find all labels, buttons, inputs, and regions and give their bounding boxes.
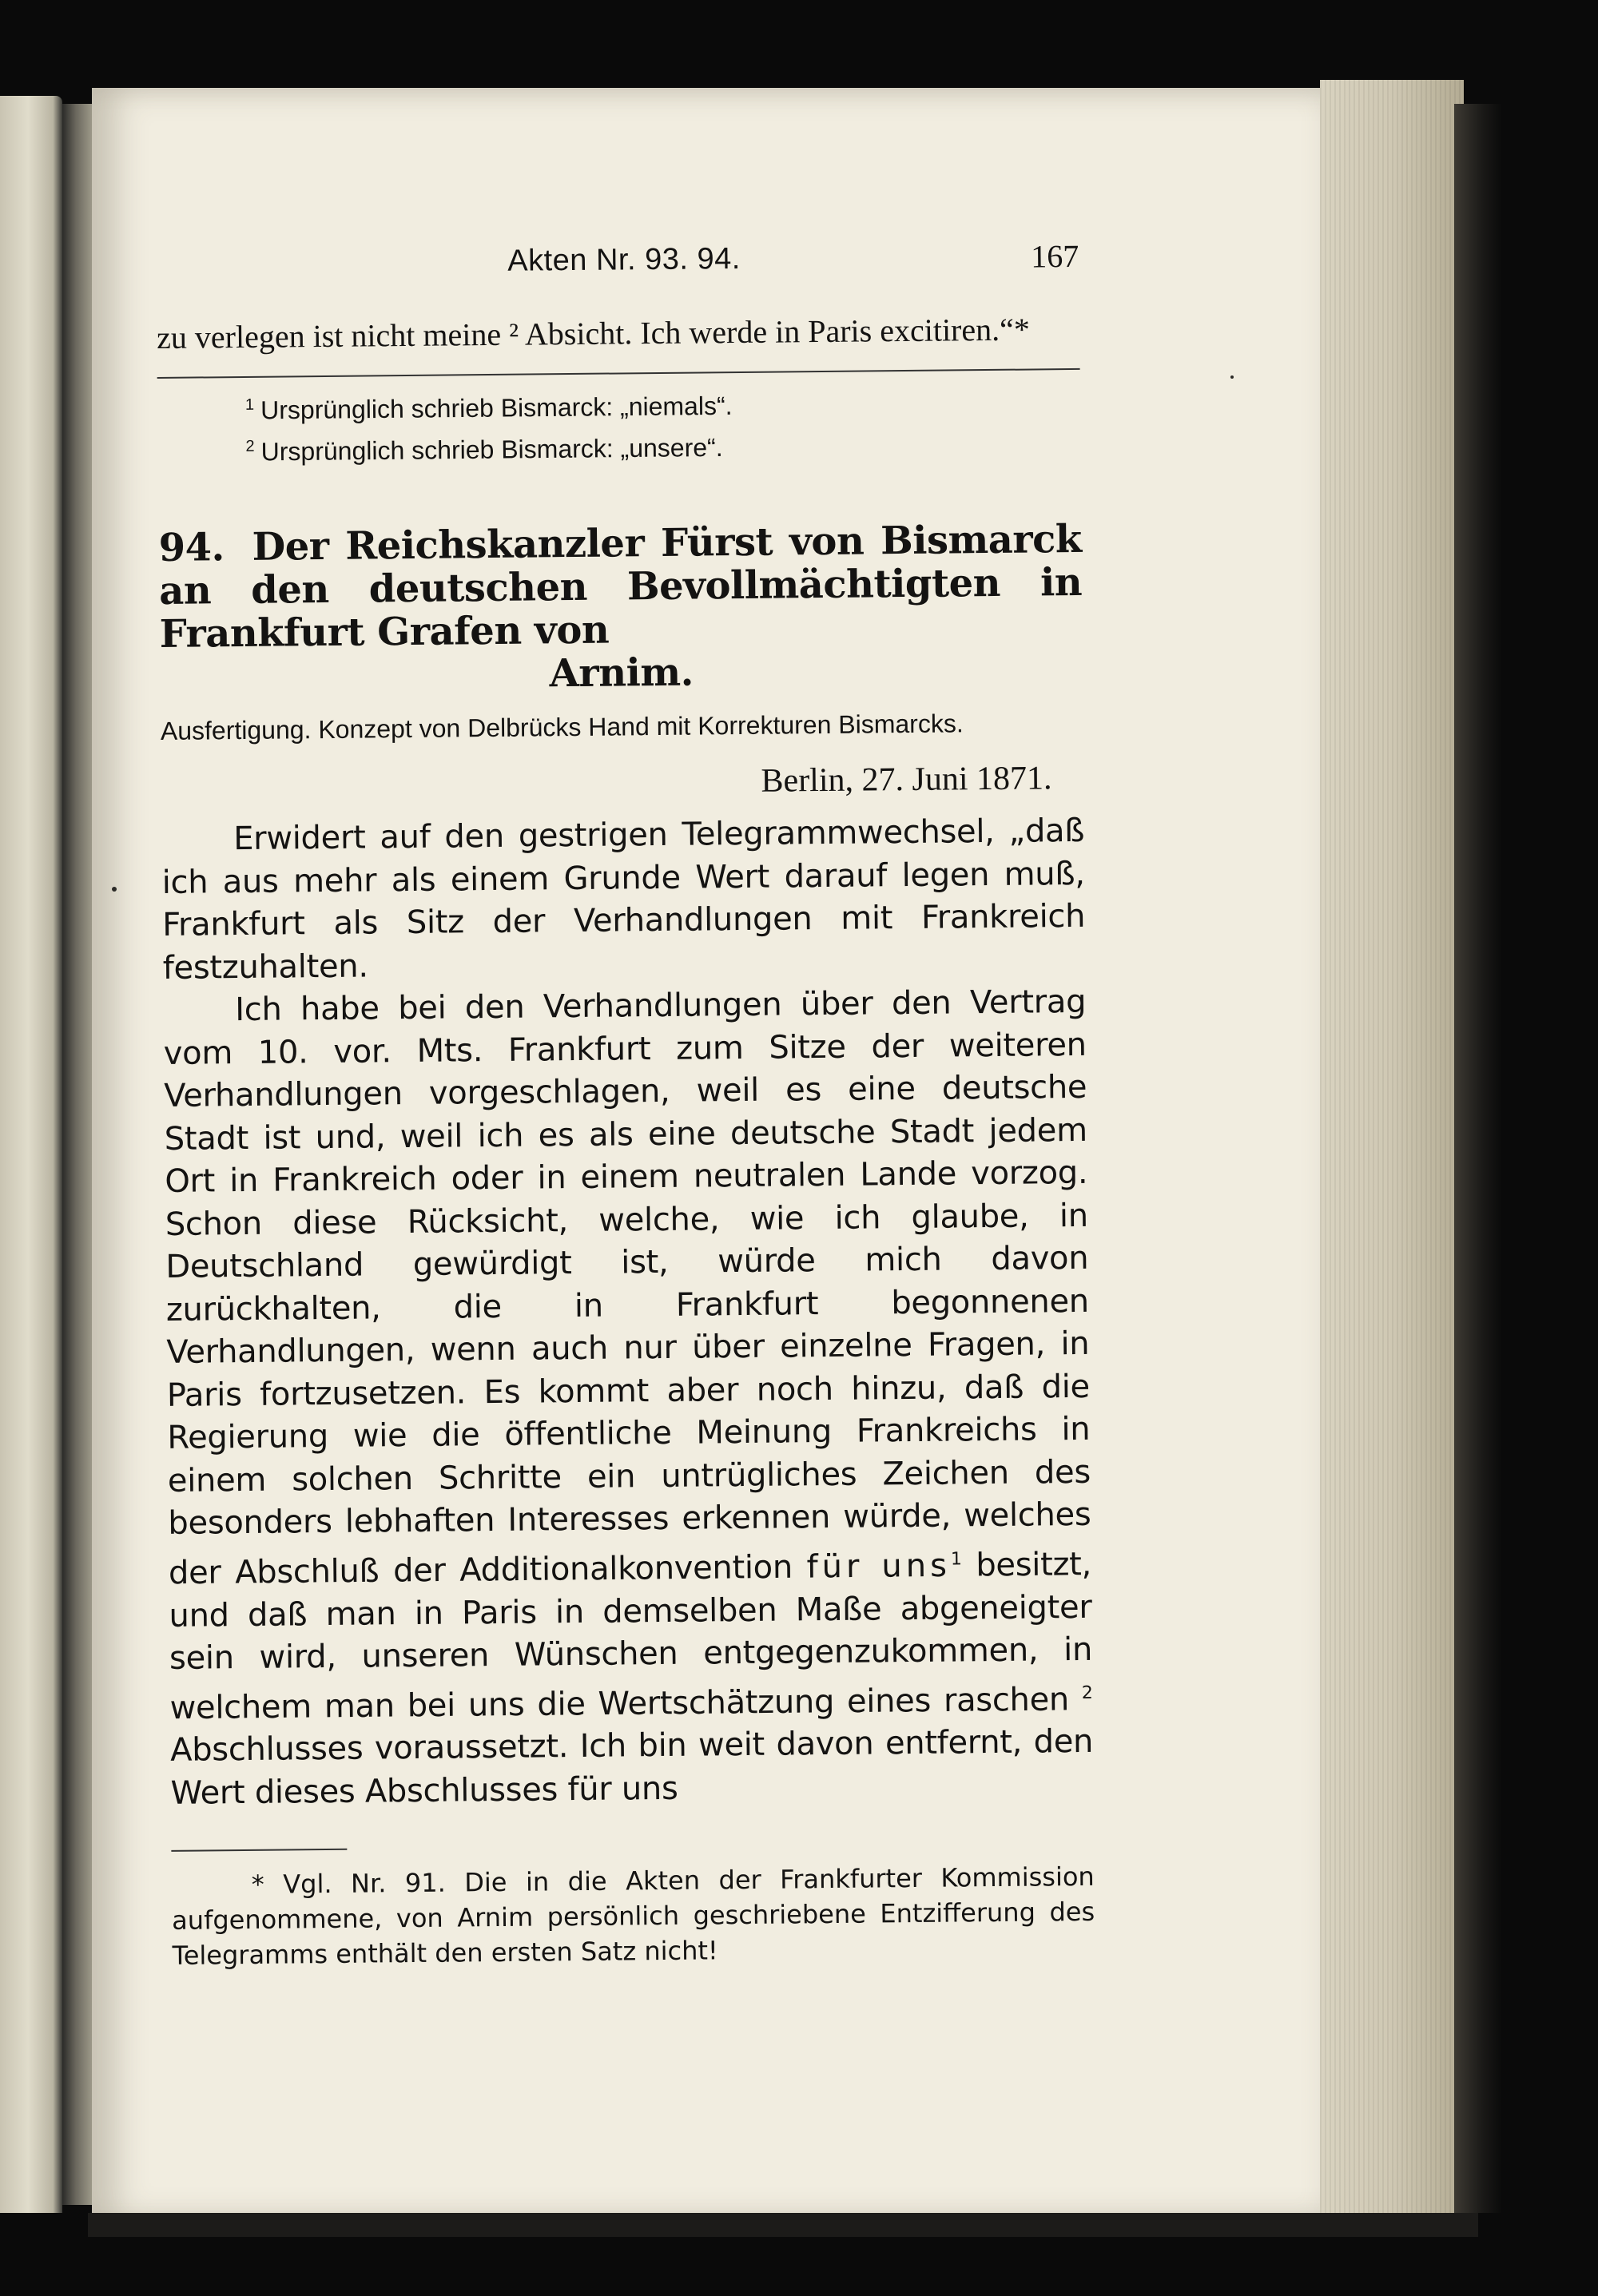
emphasized-text: für uns — [806, 1547, 952, 1586]
document-heading-text: Der Reichskanzler Fürst von Bismarck an den deutschen Bevollmächtigten in Frankfurt Grafen von — [158, 517, 1083, 657]
footnote-text: Ursprünglich schrieb Bismarck: „unsere“. — [260, 432, 723, 467]
letter-paragraph: Erwidert auf den gestrigen Telegrammwechsel, „daß ich aus mehr als einem Grunde Wert darauf legen muß, Frankfurt als Sitz der Verhandlungen mit Frankreich festzuhalten. — [161, 812, 1086, 987]
footnote-rule — [171, 1849, 347, 1852]
book-cover-edge — [1454, 104, 1502, 2213]
continued-paragraph: zu verlegen ist nicht meine ² Absicht. Ich werde in Paris excitiren.“* — [156, 311, 1031, 356]
book-gutter — [62, 104, 96, 2205]
running-head-title: Akten Nr. 93. 94. — [507, 241, 741, 278]
footnote-marker: 1 — [244, 395, 255, 414]
page-content — [156, 231, 1095, 1973]
document-heading — [158, 518, 1083, 699]
paper-speck — [112, 887, 117, 892]
top-footnotes — [157, 368, 1081, 471]
paragraph-text: Ich habe bei den Verhandlungen über den Vertrag vom 10. vor. Mts. Frankfurt zum Sitze der weiteren Verhandlungen vorgeschlagen, weil es eine deutsche Stadt ist und, weil ich es als eine deutsche Stadt jedem Ort in Frankreich oder in einem neutralen Lande vorzog. Schon diese Rücksicht, welche, wie ich glaube, in Deutschland gewürdigt ist, würde mich davon zurückhalten, die in Frankfurt begonnenen Verhandlungen, wenn auch nur über einzelne Fragen, in Paris fortzusetzen. Es kommt aber noch hinzu, daß die Regierung wie die öffentliche Meinung Frankreichs in einem solchen Schritte ein untrügliches Zeichen des besonders lebhaften Interesses erkennen würde, welches der Abschluß der Additionalkonvention — [163, 983, 1091, 1592]
page-stack-edges — [1320, 80, 1464, 2221]
footnote-reference: 1 — [950, 1549, 962, 1570]
bottom-footnote — [172, 1859, 1095, 1973]
footnote-text: Vgl. Nr. 91. Die in die Akten der Frankfurter Kommission aufgenommene, von Arnim persönlich geschriebene Entzifferung des Telegramms enthält den ersten Satz nicht! — [172, 1861, 1095, 1972]
document-number: 94. — [158, 525, 225, 571]
letter-body — [161, 810, 1094, 1815]
document-heading-last-line: Arnim. — [549, 649, 694, 697]
footnote-item — [157, 421, 1080, 471]
footnote-marker: 2 — [245, 437, 255, 455]
left-page-edge — [0, 96, 62, 2213]
source-note: Ausfertigung. Konzept von Delbrücks Hand mit Korrekturen Bismarcks. — [160, 709, 964, 746]
running-head — [156, 231, 1079, 288]
footnote-reference: 2 — [1081, 1682, 1093, 1703]
book-cover-bottom — [88, 2213, 1478, 2237]
paper-speck — [1230, 375, 1234, 379]
paragraph-text: besitzt, und daß man in Paris in demselben Maße abgeneigter sein wird, unseren Wünschen entgegenzukommen, in welchem man bei uns die Wertschätzung eines raschen — [169, 1545, 1093, 1726]
letter-paragraph — [163, 981, 1094, 1815]
page-number: 167 — [1031, 237, 1079, 275]
paragraph-text: Abschlusses voraussetzt. Ich bin weit davon entfernt, den Wert dieses Abschlusses für uns — [169, 1723, 1094, 1812]
place-date: Berlin, 27. Juni 1871. — [761, 760, 1052, 800]
footnote-text: Ursprünglich schrieb Bismarck: „niemals“. — [260, 391, 733, 425]
footnote-marker: * — [251, 1869, 264, 1901]
